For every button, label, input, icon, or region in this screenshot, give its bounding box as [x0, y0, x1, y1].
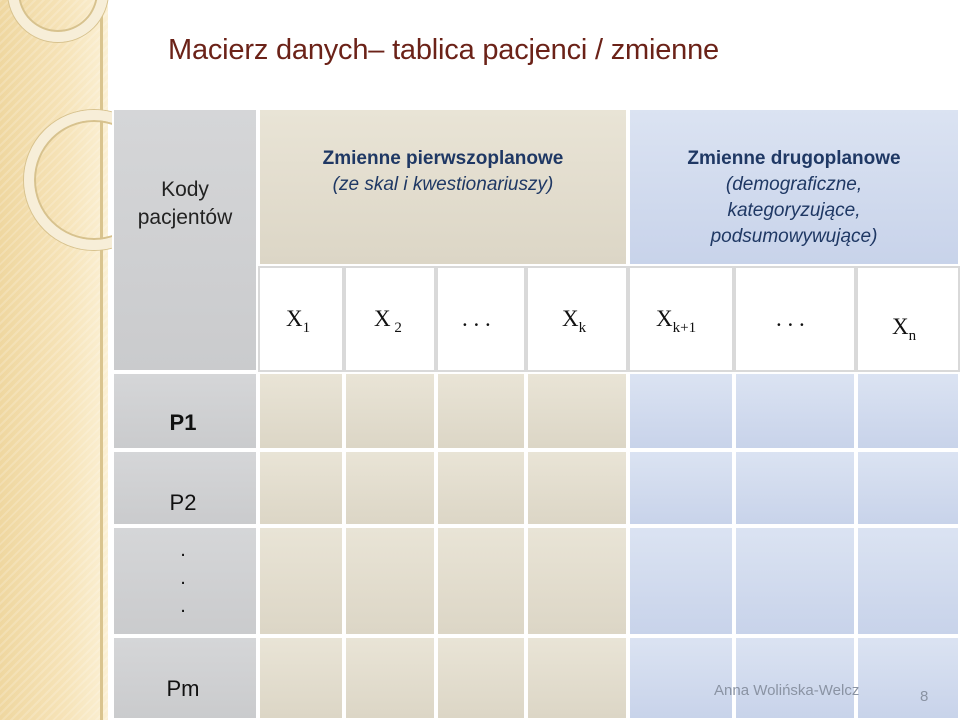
row-ellipsis-dot-3: . [180, 595, 186, 617]
grid-cell [628, 372, 734, 450]
grid-cell [734, 526, 856, 636]
variable-xk: $X_k$ [562, 306, 587, 336]
grid-cell [436, 450, 526, 526]
decorative-band-line [100, 0, 103, 720]
grid-cell [526, 450, 628, 526]
row-label-p2: P2 [169, 490, 197, 515]
grid-cell [856, 636, 960, 720]
grid-cell [628, 450, 734, 526]
variable-x1: $X_1$ [286, 306, 311, 336]
grid-cell [258, 450, 344, 526]
grid-cell [856, 450, 960, 526]
grid-cell [628, 636, 734, 720]
grid-cell [628, 526, 734, 636]
primary-variables-subtitle: (ze skal i kwestionariuszy) [332, 174, 554, 195]
grid-cell [436, 372, 526, 450]
grid-cell [258, 636, 344, 720]
grid-cell [526, 636, 628, 720]
variable-xn: $X_n$ [892, 314, 917, 344]
patient-codes-label-line1: Kody [161, 178, 209, 201]
secondary-variables-subtitle-3: podsumowywujące) [710, 226, 878, 247]
page-number: 8 [920, 688, 929, 705]
row-label-p1: P1 [169, 410, 197, 435]
grid-cell [734, 372, 856, 450]
row-ellipsis-dot-1: . [180, 539, 186, 561]
grid-cell [436, 526, 526, 636]
footer-author: Anna Wolińska-Welcz [714, 682, 860, 699]
grid-cell [258, 372, 344, 450]
secondary-variables-header [628, 108, 960, 266]
variable-x2: X $_2$ [374, 306, 402, 336]
grid-cell [526, 526, 628, 636]
variable-ellipsis-1: . . . [462, 306, 491, 331]
patient-codes-header [112, 108, 258, 372]
grid-cell [258, 526, 344, 636]
row-label-pm: Pm [166, 676, 200, 701]
grid-cell [344, 636, 436, 720]
decorative-left-band [0, 0, 108, 720]
row-ellipsis-dot-2: . [180, 567, 186, 589]
secondary-variables-subtitle-2: kategoryzujące, [727, 200, 861, 221]
variable-xk1: $X_{k+1}$ [656, 306, 697, 336]
primary-variables-title: Zmienne pierwszoplanowe [322, 148, 564, 169]
grid-cell [734, 450, 856, 526]
secondary-variables-title: Zmienne drugoplanowe [687, 148, 901, 169]
primary-variables-header [258, 108, 628, 266]
grid-cell [734, 636, 856, 720]
variable-ellipsis-2: . . . [776, 306, 805, 331]
slide-title: Macierz danych– tablica pacjenci / zmienne [168, 34, 719, 66]
secondary-variables-subtitle-1: (demograficzne, [725, 174, 863, 195]
grid-cell [344, 450, 436, 526]
grid-cell [344, 372, 436, 450]
grid-cell [436, 636, 526, 720]
grid-cell [856, 526, 960, 636]
grid-cell [344, 526, 436, 636]
grid-cell [856, 372, 960, 450]
patient-codes-label-line2: pacjentów [137, 206, 233, 229]
grid-cell [526, 372, 628, 450]
